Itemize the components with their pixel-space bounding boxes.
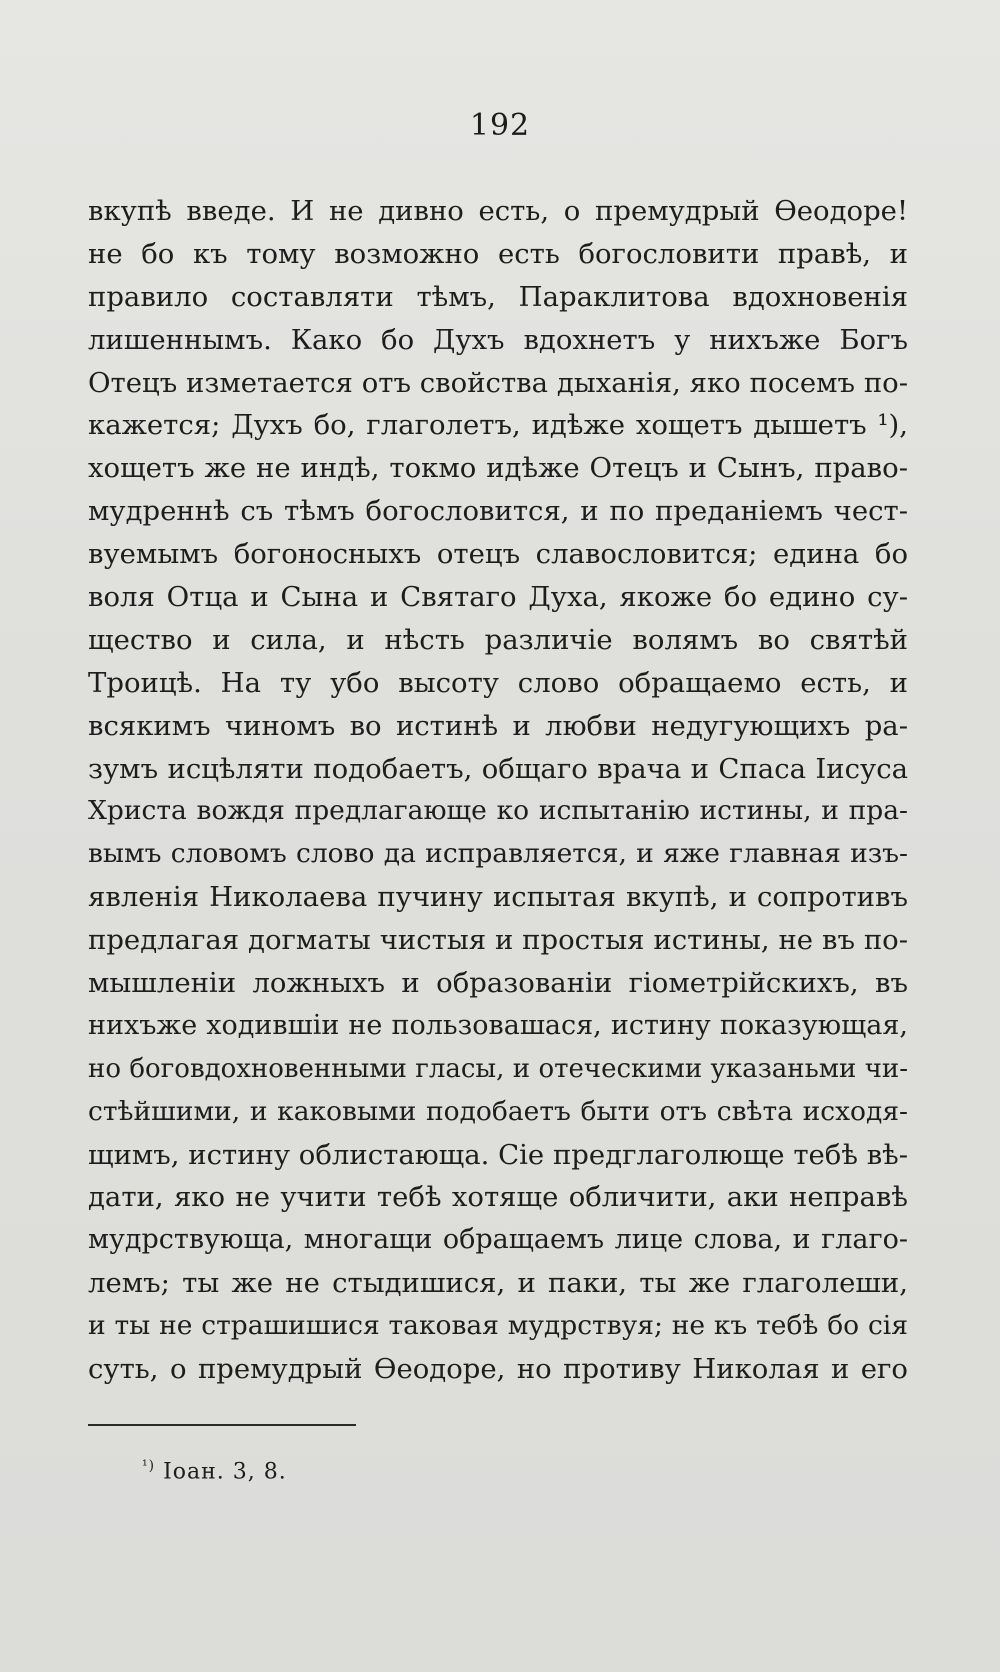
text-line: суть, о премудрый Ѳеодоре, но противу Николая и его — [88, 1353, 908, 1386]
footnote-text: Іоан. 3, 8. — [163, 1459, 287, 1485]
text-line: но боговдохновенными гласы, и отеческими указаньми чи- — [88, 1053, 908, 1084]
text-line: мудрствующа, многащи обращаемъ лице слова, и глаго- — [88, 1224, 908, 1256]
text-line: нихъже ходившіи не пользовашася, истину показующая, — [88, 1009, 908, 1041]
text-line: дати, яко не учити тебѣ хотяще обличити, аки неправѣ — [88, 1181, 908, 1214]
text-line: стѣйшими, и каковыми подобаетъ быти отъ свѣта исходя- — [88, 1095, 908, 1127]
footnote-divider — [88, 1424, 356, 1426]
text-line: Отецъ изметается отъ свойства дыханія, яко посемъ по- — [88, 366, 908, 399]
text-line: правило составляти тѣмъ, Параклитова вдохновенія — [88, 280, 908, 313]
text-line: лемъ; ты же не стыдишися, и паки, ты же глаголеши, — [88, 1267, 908, 1300]
text-line: щество и сила, и нѣсть различіе волямъ во святѣй — [88, 623, 908, 656]
text-line: Христа вождя предлагающе ко испытанію истины, и пра- — [88, 795, 908, 827]
text-line: зумъ исцѣляти подобаетъ, общаго врача и Спаса Іисуса — [88, 752, 908, 785]
text-line: предлагая догматы чистыя и простыя истины, не въ по- — [88, 924, 908, 957]
text-line: явленія Николаева пучину испытая вкупѣ, и сопротивъ — [88, 881, 908, 914]
text-line: мышленіи ложныхъ и образованіи гіометрійскихъ, въ — [88, 967, 908, 1000]
body-text — [88, 190, 908, 1391]
text-line: хощетъ же не индѣ, токмо идѣже Отецъ и Сынъ, право- — [88, 452, 908, 485]
text-line: вымъ словомъ слово да исправляется, и яже главная изъ- — [88, 838, 908, 870]
text-line: мудреннѣ съ тѣмъ богословится, и по преданіемъ чест- — [88, 495, 908, 528]
text-line: воля Отца и Сына и Святаго Духа, якоже бо едино су- — [88, 581, 908, 614]
footnote-mark: ¹) — [142, 1458, 156, 1474]
text-line: щимъ, истину облистающа. Сіе предглаголюще тебѣ вѣ- — [88, 1138, 908, 1171]
text-line: не бо къ тому возможно есть богословити правѣ, и — [88, 237, 908, 270]
footnote — [142, 1458, 287, 1484]
text-line: и ты не страшишися таковая мудрствуя; не къ тебѣ бо сія — [88, 1310, 908, 1342]
text-line: всякимъ чиномъ во истинѣ и любви недугующихъ ра- — [88, 709, 908, 742]
text-line: вкупѣ введе. И не дивно есть, о премудрый Ѳеодоре! — [88, 195, 908, 227]
text-line: кажется; Духъ бо, глаголетъ, идѣже хощетъ дышетъ ¹), — [88, 409, 908, 442]
text-line: Троицѣ. На ту убо высоту слово обращаемо есть, и — [88, 666, 908, 699]
page-number: 192 — [469, 108, 531, 143]
text-line: лишеннымъ. Како бо Духъ вдохнетъ у нихъже Богъ — [88, 323, 908, 356]
text-line: вуемымъ богоносныхъ отецъ славословится; едина бо — [88, 538, 908, 571]
